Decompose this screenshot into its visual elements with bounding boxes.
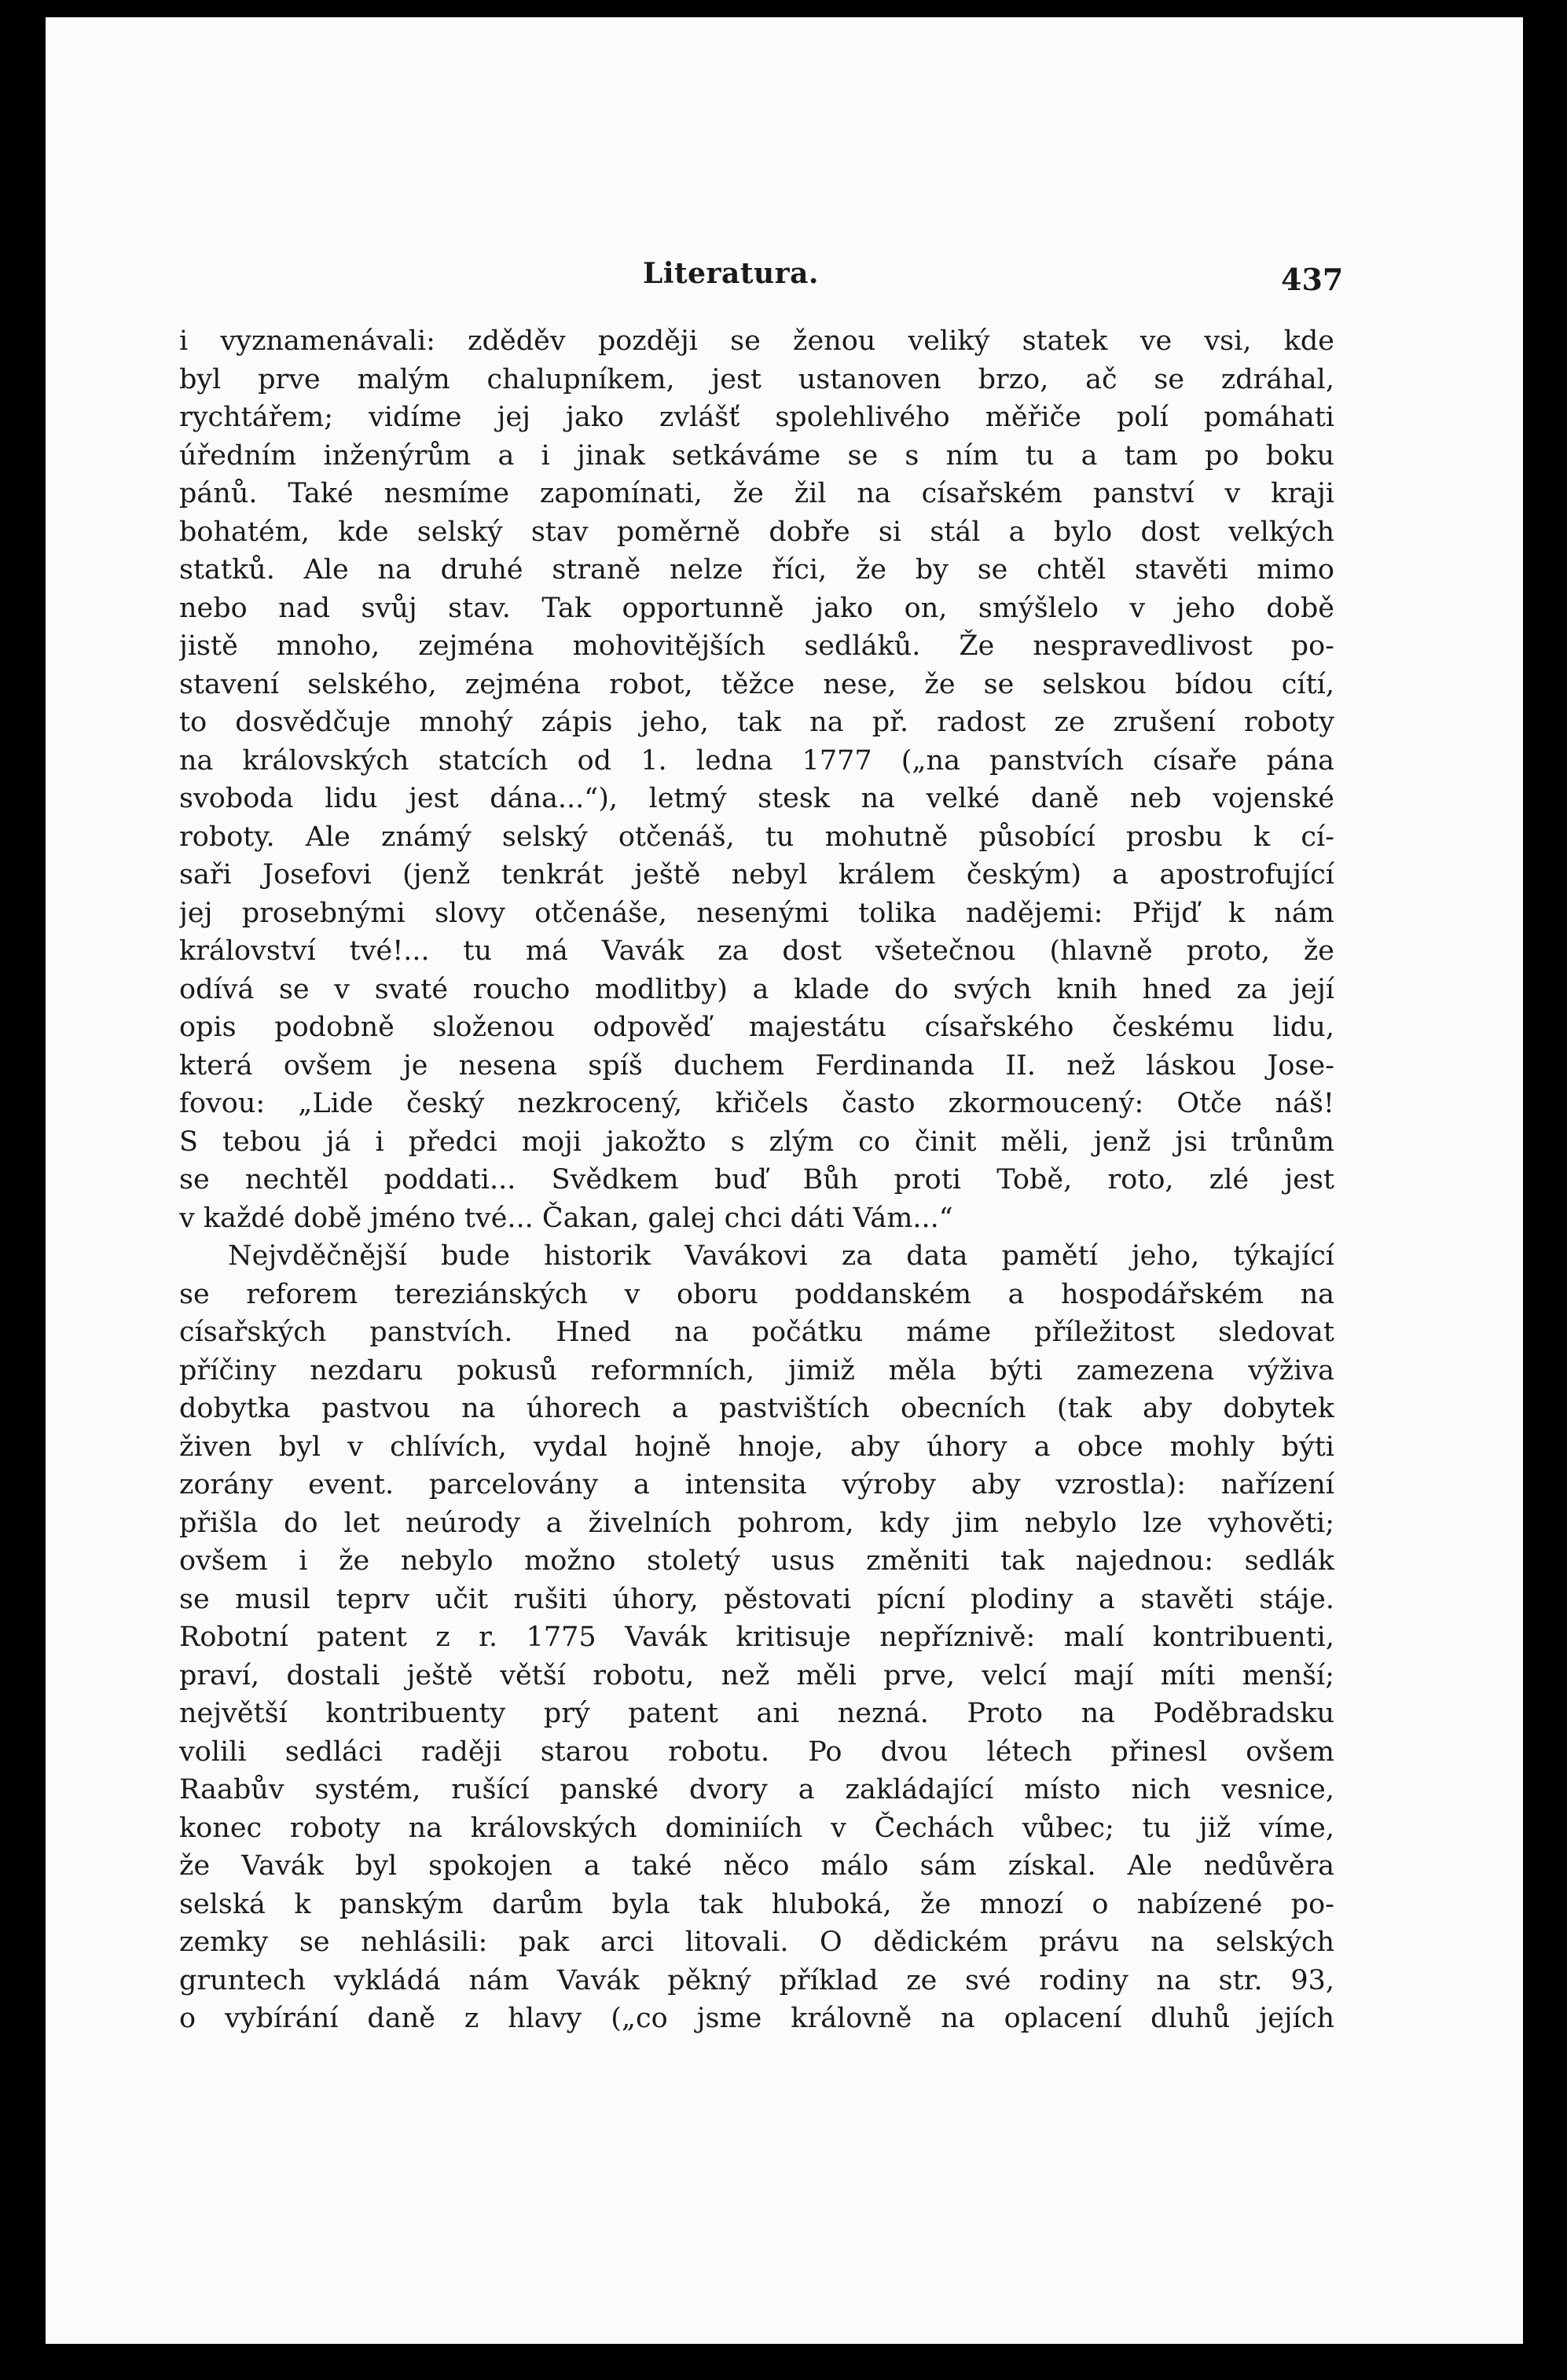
text-line: selská k panským darům byla tak hluboká, že mnozí o nabízené po- bbox=[179, 1888, 1334, 1920]
text-line: S tebou já i předci moji jakožto s zlým co činit měli, jenž jsi trůnům bbox=[179, 1126, 1334, 1158]
text-line: rychtářem; vidíme jej jako zvlášť spolehlivého měřiče polí pomáhati bbox=[179, 402, 1334, 433]
text-line: Raabův systém, rušící panské dvory a zakládající místo nich vesnice, bbox=[179, 1774, 1334, 1805]
text-line: to dosvědčuje mnohý zápis jeho, tak na př. radost ze zrušení roboty bbox=[179, 707, 1334, 738]
paragraph-1 bbox=[179, 322, 1334, 1237]
text-line: živen byl v chlívích, vydal hojně hnoje, aby úhory a obce mohly býti bbox=[179, 1431, 1334, 1463]
text-line: Nejvděčnější bude historik Vavákovi za data pamětí jeho, týkající bbox=[228, 1240, 1334, 1272]
text-line: fovou: „Lide český nezkrocený, křičels často zkormoucený: Otče náš! bbox=[179, 1088, 1334, 1119]
book-page bbox=[46, 17, 1523, 2344]
text-line: o vybírání daně z hlavy („co jsme královně na oplacení dluhů jejích bbox=[179, 2003, 1334, 2034]
text-line: opis podobně složenou odpověď majestátu císařského českému lidu, bbox=[179, 1012, 1334, 1043]
text-line: jistě mnoho, zejména mohovitějších sedláků. Že nespravedlivost po- bbox=[179, 630, 1334, 662]
text-line: která ovšem je nesena spíš duchem Ferdinanda II. než láskou Jose- bbox=[179, 1049, 1334, 1082]
text-line: statků. Ale na druhé straně nelze říci, že by se chtěl stavěti mimo bbox=[179, 554, 1334, 586]
text-line: zorány event. parcelovány a intensita výroby aby vzrostla): nařízení bbox=[179, 1469, 1334, 1500]
text-line: se nechtěl poddati... Svědkem buď Bůh proti Tobě, roto, zlé jest bbox=[179, 1164, 1334, 1196]
text-line: přišla do let neúrody a živelních pohrom, kdy jim nebylo lze vyhověti; bbox=[179, 1507, 1334, 1539]
running-head-title: Literatura. bbox=[643, 257, 819, 290]
paragraph-2 bbox=[179, 1237, 1334, 2038]
text-line: největší kontribuenty prý patent ani nezná. Proto na Poděbradsku bbox=[179, 1698, 1334, 1729]
text-line: nebo nad svůj stav. Tak opportunně jako on, smýšlelo v jeho době bbox=[179, 592, 1334, 624]
text-line: císařských panstvích. Hned na počátku máme příležitost sledovat bbox=[179, 1317, 1334, 1348]
body-text bbox=[179, 322, 1334, 2038]
text-line: stavení selského, zejména robot, těžce nese, že se selskou bídou cítí, bbox=[179, 668, 1334, 700]
text-line: že Vavák byl spokojen a také něco málo sám získal. Ale nedůvěra bbox=[179, 1850, 1334, 1882]
text-line: i vyznamenávali: zděděv později se ženou veliký statek ve vsi, kde bbox=[179, 325, 1334, 357]
text-line: gruntech vykládá nám Vavák pěkný příklad ze své rodiny na str. 93, bbox=[179, 1964, 1334, 1996]
text-line: zemky se nehlásili: pak arci litovali. O dědickém právu na selských bbox=[179, 1926, 1334, 1958]
text-line: jej prosebnými slovy otčenáše, nesenými tolika nadějemi: Přijď k nám bbox=[179, 897, 1334, 929]
text-line: saři Josefovi (jenž tenkrát ještě nebyl králem českým) a apostrofující bbox=[179, 859, 1334, 891]
text-line: praví, dostali ještě větší robotu, než měli prve, velcí mají míti menší; bbox=[179, 1659, 1334, 1691]
text-line: odívá se v svaté roucho modlitby) a klade do svých knih hned za její bbox=[179, 973, 1334, 1005]
text-line: Robotní patent z r. 1775 Vavák kritisuje nepříznivě: malí kontribuenti, bbox=[179, 1622, 1334, 1653]
page-number: 437 bbox=[1281, 262, 1344, 297]
text-line: ovšem i že nebylo možno stoletý usus změniti tak najednou: sedlák bbox=[179, 1545, 1334, 1577]
text-line: svoboda lidu jest dána...“), letmý stesk na velké daně neb vojenské bbox=[179, 783, 1334, 814]
text-line: roboty. Ale známý selský otčenáš, tu mohutně působící prosbu k cí- bbox=[179, 821, 1334, 853]
text-line: příčiny nezdaru pokusů reformních, jimiž měla býti zamezena výživa bbox=[179, 1354, 1334, 1386]
running-head bbox=[46, 257, 1523, 304]
text-line: se reforem tereziánských v oboru poddanském a hospodářském na bbox=[179, 1278, 1334, 1310]
text-line: na královských statcích od 1. ledna 1777 („na panstvích císaře pána bbox=[179, 744, 1334, 777]
text-line: konec roboty na královských dominiích v Čechách vůbec; tu již víme, bbox=[179, 1812, 1334, 1844]
text-line: dobytka pastvou na úhorech a pastvištích obecních (tak aby dobytek bbox=[179, 1393, 1334, 1424]
text-line: se musil teprv učit rušiti úhory, pěstovati pícní plodiny a stavěti stáje. bbox=[179, 1583, 1334, 1615]
text-line: volili sedláci raději starou robotu. Po dvou létech přinesl ovšem bbox=[179, 1735, 1334, 1768]
text-line: bohatém, kde selský stav poměrně dobře si stál a bylo dost velkých bbox=[179, 516, 1334, 548]
text-line: království tvé!... tu má Vavák za dost všetečnou (hlavně proto, že bbox=[179, 935, 1334, 967]
text-line: pánů. Také nesmíme zapomínati, že žil na císařském panství v kraji bbox=[179, 478, 1334, 509]
text-line: byl prve malým chalupníkem, jest ustanoven brzo, ač se zdráhal, bbox=[179, 363, 1334, 395]
text-line: v každé době jméno tvé... Čakan, galej chci dáti Vám...“ bbox=[179, 1202, 953, 1234]
text-line: úředním inženýrům a i jinak setkáváme se s ním tu a tam po boku bbox=[179, 439, 1334, 472]
